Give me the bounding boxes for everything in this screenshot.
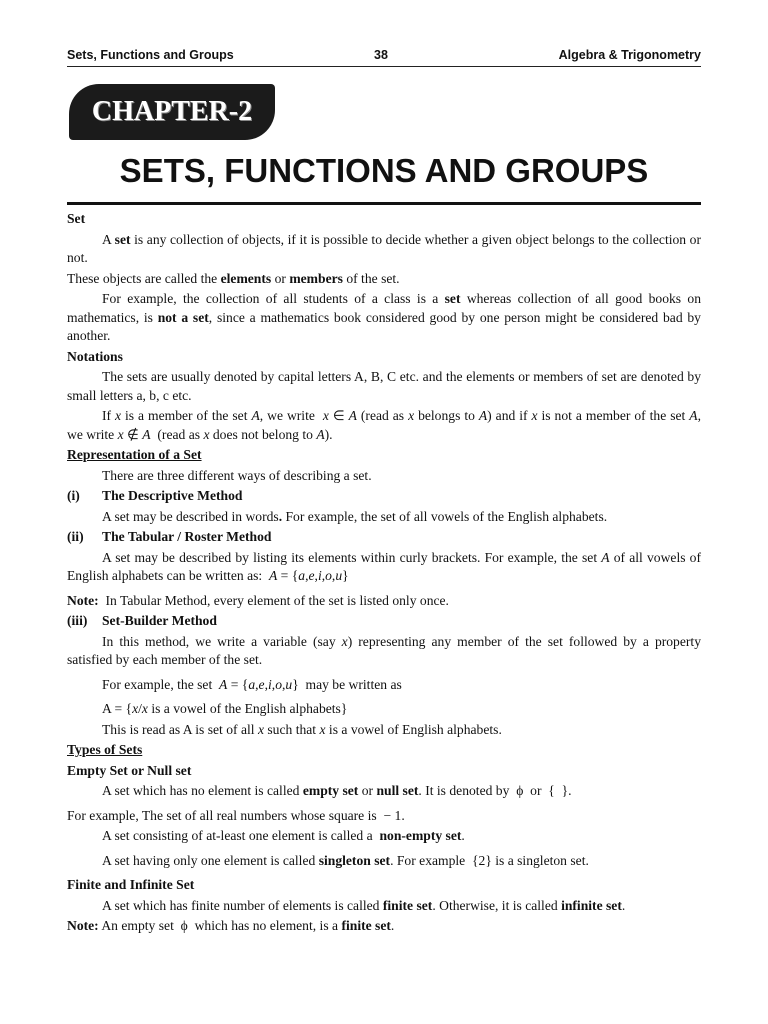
set-builder-heading: (iii) Set-Builder Method xyxy=(67,613,217,628)
paragraph: This is read as A is set of all x such that x is a vowel of English alphabets. xyxy=(102,721,502,737)
paragraph: For example, The set of all real numbers whose square is − 1. xyxy=(67,807,405,823)
finite-set-heading: Finite and Infinite Set xyxy=(67,877,195,892)
note: Note: In Tabular Method, every element of the set is listed only once. xyxy=(67,592,449,608)
paragraph: A = {x/x is a vowel of the English alphabets} xyxy=(102,701,348,716)
paragraph: A set consisting of at-least one element is called a non-empty set. xyxy=(102,828,465,843)
paragraph: In this method, we write a variable (say x) representing any member of the set followed by a property satisfied by each member of the set. xyxy=(67,633,701,667)
paragraph: The sets are usually denoted by capital letters A, B, C etc. and the elements or members of set are denoted by small letters a, b, c etc. xyxy=(67,369,701,403)
header-right: Algebra & Trigonometry xyxy=(558,48,701,62)
paragraph: A set having only one element is called singleton set. For example {2} is a singleton set. xyxy=(102,852,589,868)
paragraph: A set may be described in words. For example, the set of all vowels of the English alphabets. xyxy=(102,508,608,524)
running-header xyxy=(67,46,701,67)
notations-heading: Notations xyxy=(67,348,123,364)
paragraph: A set which has no element is called empty set or null set. It is denoted by ϕ or { }. xyxy=(102,783,572,798)
set-heading: Set xyxy=(67,211,86,226)
chapter-badge: CHAPTER-2 xyxy=(69,84,275,140)
body-text xyxy=(67,210,701,938)
paragraph: These objects are called the elements or members of the set. xyxy=(67,270,400,286)
paragraph: There are three different ways of describing a set. xyxy=(102,467,372,483)
empty-set-heading: Empty Set or Null set xyxy=(67,762,192,778)
paragraph: For example, the set A = {a,e,i,o,u} may be written as xyxy=(102,676,402,692)
header-left: Sets, Functions and Groups xyxy=(67,48,234,62)
paragraph: A set may be described by listing its elements within curly brackets. For example, the set A of all vowels of English alphabets can be written as: A = {a,e,i,o,u} xyxy=(67,549,702,583)
note: Note: An empty set ϕ which has no element, is a finite set. xyxy=(67,918,395,933)
descriptive-method-heading: (i) The Descriptive Method xyxy=(67,488,243,503)
title-rule xyxy=(67,202,701,205)
paragraph: A set is any collection of objects, if it is possible to decide whether a given object belongs to the collection or not. xyxy=(67,231,702,265)
paragraph: A set which has finite number of elements is called finite set. Otherwise, it is called infinite set. xyxy=(102,897,626,913)
paragraph: If x is a member of the set A, we write x ∈ A (read as x belongs to A) and if x is not a member of the set A, we write x ∉ A (read as x does not belong to A). xyxy=(67,408,702,442)
types-heading: Types of Sets xyxy=(67,742,143,757)
page-title: SETS, FUNCTIONS AND GROUPS xyxy=(119,152,649,189)
page-number: 38 xyxy=(374,48,388,62)
tabular-method-heading: (ii) The Tabular / Roster Method xyxy=(67,529,272,544)
representation-heading: Representation of a Set xyxy=(67,447,202,462)
paragraph: For example, the collection of all students of a class is a set whereas collection of all good books on mathematics, is not a set, since a mathematics book considered good by one person might be considered bad by another. xyxy=(67,291,701,343)
